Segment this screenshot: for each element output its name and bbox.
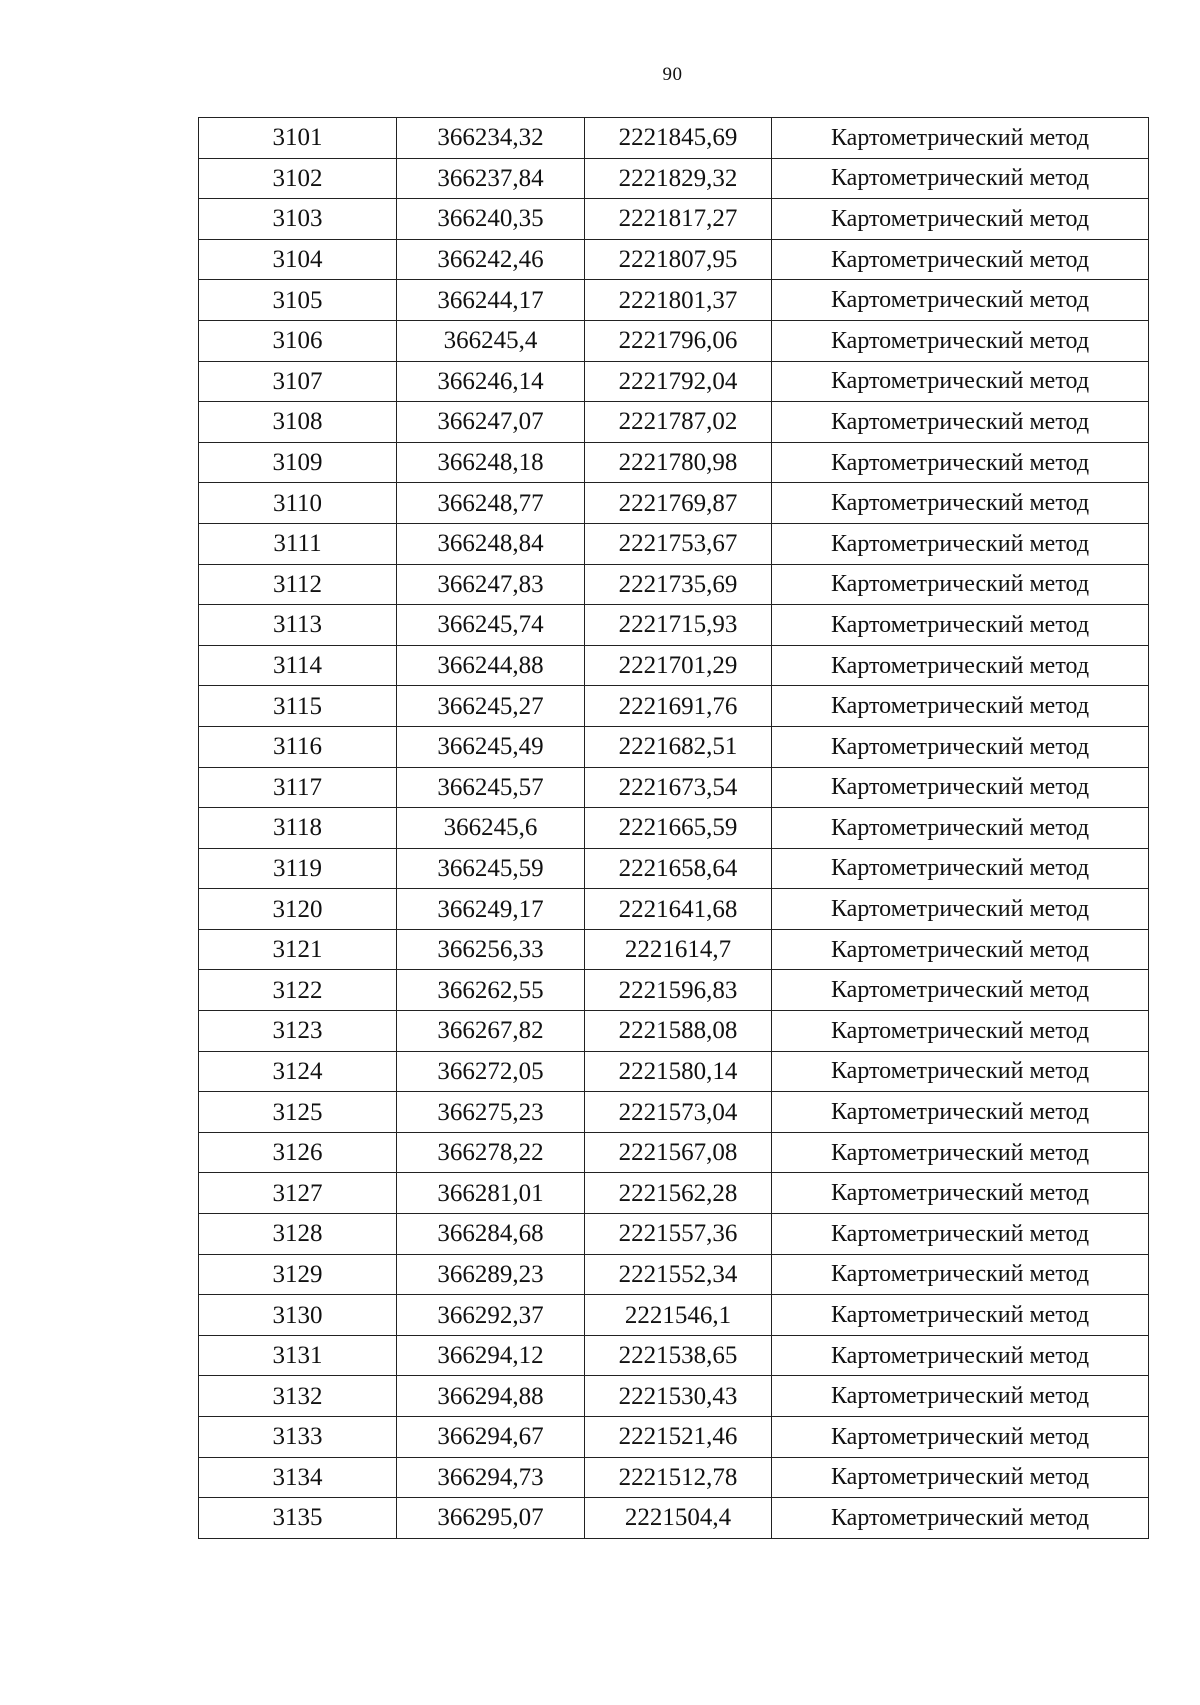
method-cell: Картометрический метод (772, 1376, 1149, 1417)
y-coordinate-cell: 2221557,36 (585, 1214, 772, 1255)
y-coordinate-cell: 2221552,34 (585, 1254, 772, 1295)
point-number-cell: 3125 (199, 1092, 397, 1133)
table-row (199, 483, 1149, 524)
point-number-cell: 3135 (199, 1498, 397, 1539)
point-number-cell: 3121 (199, 929, 397, 970)
point-number-cell: 3126 (199, 1132, 397, 1173)
point-number-cell: 3108 (199, 402, 397, 443)
point-number-cell: 3110 (199, 483, 397, 524)
x-coordinate-cell: 366240,35 (397, 199, 585, 240)
y-coordinate-cell: 2221588,08 (585, 1011, 772, 1052)
table-row (199, 848, 1149, 889)
point-number-cell: 3122 (199, 970, 397, 1011)
method-cell: Картометрический метод (772, 1457, 1149, 1498)
x-coordinate-cell: 366245,57 (397, 767, 585, 808)
table-row (199, 1011, 1149, 1052)
point-number-cell: 3102 (199, 158, 397, 199)
table-row (199, 442, 1149, 483)
table-row (199, 1254, 1149, 1295)
method-cell: Картометрический метод (772, 726, 1149, 767)
table-row (199, 929, 1149, 970)
y-coordinate-cell: 2221801,37 (585, 280, 772, 321)
page-number: 90 (662, 64, 683, 85)
y-coordinate-cell: 2221845,69 (585, 118, 772, 159)
x-coordinate-cell: 366244,17 (397, 280, 585, 321)
point-number-cell: 3107 (199, 361, 397, 402)
y-coordinate-cell: 2221780,98 (585, 442, 772, 483)
method-cell: Картометрический метод (772, 686, 1149, 727)
table-row (199, 1214, 1149, 1255)
method-cell: Картометрический метод (772, 564, 1149, 605)
method-cell: Картометрический метод (772, 1092, 1149, 1133)
point-number-cell: 3104 (199, 239, 397, 280)
x-coordinate-cell: 366272,05 (397, 1051, 585, 1092)
table-row (199, 402, 1149, 443)
method-cell: Картометрический метод (772, 970, 1149, 1011)
y-coordinate-cell: 2221521,46 (585, 1417, 772, 1458)
point-number-cell: 3123 (199, 1011, 397, 1052)
table-row (199, 889, 1149, 930)
y-coordinate-cell: 2221512,78 (585, 1457, 772, 1498)
x-coordinate-cell: 366267,82 (397, 1011, 585, 1052)
point-number-cell: 3132 (199, 1376, 397, 1417)
table-row (199, 605, 1149, 646)
table-body (199, 118, 1149, 1539)
point-number-cell: 3111 (199, 523, 397, 564)
x-coordinate-cell: 366292,37 (397, 1295, 585, 1336)
coordinates-table (198, 117, 1149, 1539)
method-cell: Картометрический метод (772, 1214, 1149, 1255)
x-coordinate-cell: 366275,23 (397, 1092, 585, 1133)
x-coordinate-cell: 366245,59 (397, 848, 585, 889)
method-cell: Картометрический метод (772, 1051, 1149, 1092)
method-cell: Картометрический метод (772, 808, 1149, 849)
x-coordinate-cell: 366248,77 (397, 483, 585, 524)
x-coordinate-cell: 366295,07 (397, 1498, 585, 1539)
method-cell: Картометрический метод (772, 645, 1149, 686)
point-number-cell: 3101 (199, 118, 397, 159)
point-number-cell: 3120 (199, 889, 397, 930)
table-row (199, 1051, 1149, 1092)
method-cell: Картометрический метод (772, 402, 1149, 443)
point-number-cell: 3127 (199, 1173, 397, 1214)
x-coordinate-cell: 366245,74 (397, 605, 585, 646)
method-cell: Картометрический метод (772, 1011, 1149, 1052)
method-cell: Картометрический метод (772, 1173, 1149, 1214)
x-coordinate-cell: 366284,68 (397, 1214, 585, 1255)
method-cell: Картометрический метод (772, 929, 1149, 970)
point-number-cell: 3109 (199, 442, 397, 483)
x-coordinate-cell: 366247,07 (397, 402, 585, 443)
x-coordinate-cell: 366278,22 (397, 1132, 585, 1173)
method-cell: Картометрический метод (772, 1498, 1149, 1539)
method-cell: Картометрический метод (772, 1295, 1149, 1336)
point-number-cell: 3106 (199, 320, 397, 361)
y-coordinate-cell: 2221658,64 (585, 848, 772, 889)
method-cell: Картометрический метод (772, 523, 1149, 564)
method-cell: Картометрический метод (772, 442, 1149, 483)
x-coordinate-cell: 366256,33 (397, 929, 585, 970)
y-coordinate-cell: 2221504,4 (585, 1498, 772, 1539)
method-cell: Картометрический метод (772, 767, 1149, 808)
x-coordinate-cell: 366242,46 (397, 239, 585, 280)
y-coordinate-cell: 2221796,06 (585, 320, 772, 361)
method-cell: Картометрический метод (772, 889, 1149, 930)
x-coordinate-cell: 366244,88 (397, 645, 585, 686)
point-number-cell: 3129 (199, 1254, 397, 1295)
y-coordinate-cell: 2221682,51 (585, 726, 772, 767)
y-coordinate-cell: 2221596,83 (585, 970, 772, 1011)
x-coordinate-cell: 366248,18 (397, 442, 585, 483)
y-coordinate-cell: 2221817,27 (585, 199, 772, 240)
point-number-cell: 3131 (199, 1335, 397, 1376)
y-coordinate-cell: 2221787,02 (585, 402, 772, 443)
y-coordinate-cell: 2221580,14 (585, 1051, 772, 1092)
y-coordinate-cell: 2221546,1 (585, 1295, 772, 1336)
table-row (199, 239, 1149, 280)
table-row (199, 1376, 1149, 1417)
table-row (199, 1295, 1149, 1336)
method-cell: Картометрический метод (772, 158, 1149, 199)
y-coordinate-cell: 2221715,93 (585, 605, 772, 646)
point-number-cell: 3134 (199, 1457, 397, 1498)
y-coordinate-cell: 2221792,04 (585, 361, 772, 402)
x-coordinate-cell: 366245,6 (397, 808, 585, 849)
method-cell: Картометрический метод (772, 1254, 1149, 1295)
point-number-cell: 3116 (199, 726, 397, 767)
point-number-cell: 3114 (199, 645, 397, 686)
method-cell: Картометрический метод (772, 1417, 1149, 1458)
point-number-cell: 3119 (199, 848, 397, 889)
table-row (199, 158, 1149, 199)
table-row (199, 1457, 1149, 1498)
x-coordinate-cell: 366249,17 (397, 889, 585, 930)
point-number-cell: 3113 (199, 605, 397, 646)
x-coordinate-cell: 366294,73 (397, 1457, 585, 1498)
y-coordinate-cell: 2221807,95 (585, 239, 772, 280)
x-coordinate-cell: 366289,23 (397, 1254, 585, 1295)
method-cell: Картометрический метод (772, 848, 1149, 889)
x-coordinate-cell: 366294,67 (397, 1417, 585, 1458)
point-number-cell: 3124 (199, 1051, 397, 1092)
table-row (199, 320, 1149, 361)
x-coordinate-cell: 366245,4 (397, 320, 585, 361)
table-row (199, 1092, 1149, 1133)
y-coordinate-cell: 2221701,29 (585, 645, 772, 686)
method-cell: Картометрический метод (772, 483, 1149, 524)
table-row (199, 523, 1149, 564)
method-cell: Картометрический метод (772, 605, 1149, 646)
table-row (199, 118, 1149, 159)
point-number-cell: 3118 (199, 808, 397, 849)
point-number-cell: 3103 (199, 199, 397, 240)
point-number-cell: 3117 (199, 767, 397, 808)
table-row (199, 1417, 1149, 1458)
table-row (199, 1335, 1149, 1376)
x-coordinate-cell: 366245,27 (397, 686, 585, 727)
x-coordinate-cell: 366234,32 (397, 118, 585, 159)
y-coordinate-cell: 2221641,68 (585, 889, 772, 930)
table-row (199, 645, 1149, 686)
method-cell: Картометрический метод (772, 1335, 1149, 1376)
y-coordinate-cell: 2221562,28 (585, 1173, 772, 1214)
y-coordinate-cell: 2221673,54 (585, 767, 772, 808)
y-coordinate-cell: 2221614,7 (585, 929, 772, 970)
x-coordinate-cell: 366262,55 (397, 970, 585, 1011)
method-cell: Картометрический метод (772, 239, 1149, 280)
table-row (199, 1498, 1149, 1539)
table-row (199, 1173, 1149, 1214)
x-coordinate-cell: 366247,83 (397, 564, 585, 605)
point-number-cell: 3133 (199, 1417, 397, 1458)
x-coordinate-cell: 366246,14 (397, 361, 585, 402)
point-number-cell: 3105 (199, 280, 397, 321)
x-coordinate-cell: 366294,88 (397, 1376, 585, 1417)
y-coordinate-cell: 2221753,67 (585, 523, 772, 564)
table-row (199, 767, 1149, 808)
method-cell: Картометрический метод (772, 118, 1149, 159)
point-number-cell: 3130 (199, 1295, 397, 1336)
table-row (199, 686, 1149, 727)
y-coordinate-cell: 2221691,76 (585, 686, 772, 727)
table-row (199, 808, 1149, 849)
table-row (199, 1132, 1149, 1173)
y-coordinate-cell: 2221530,43 (585, 1376, 772, 1417)
table-row (199, 361, 1149, 402)
x-coordinate-cell: 366294,12 (397, 1335, 585, 1376)
table-row (199, 199, 1149, 240)
y-coordinate-cell: 2221769,87 (585, 483, 772, 524)
point-number-cell: 3128 (199, 1214, 397, 1255)
method-cell: Картометрический метод (772, 1132, 1149, 1173)
method-cell: Картометрический метод (772, 199, 1149, 240)
table-row (199, 726, 1149, 767)
method-cell: Картометрический метод (772, 361, 1149, 402)
table-row (199, 564, 1149, 605)
y-coordinate-cell: 2221538,65 (585, 1335, 772, 1376)
x-coordinate-cell: 366281,01 (397, 1173, 585, 1214)
y-coordinate-cell: 2221829,32 (585, 158, 772, 199)
table-row (199, 970, 1149, 1011)
y-coordinate-cell: 2221665,59 (585, 808, 772, 849)
y-coordinate-cell: 2221735,69 (585, 564, 772, 605)
method-cell: Картометрический метод (772, 320, 1149, 361)
x-coordinate-cell: 366245,49 (397, 726, 585, 767)
point-number-cell: 3115 (199, 686, 397, 727)
method-cell: Картометрический метод (772, 280, 1149, 321)
y-coordinate-cell: 2221567,08 (585, 1132, 772, 1173)
x-coordinate-cell: 366248,84 (397, 523, 585, 564)
point-number-cell: 3112 (199, 564, 397, 605)
x-coordinate-cell: 366237,84 (397, 158, 585, 199)
y-coordinate-cell: 2221573,04 (585, 1092, 772, 1133)
table-row (199, 280, 1149, 321)
